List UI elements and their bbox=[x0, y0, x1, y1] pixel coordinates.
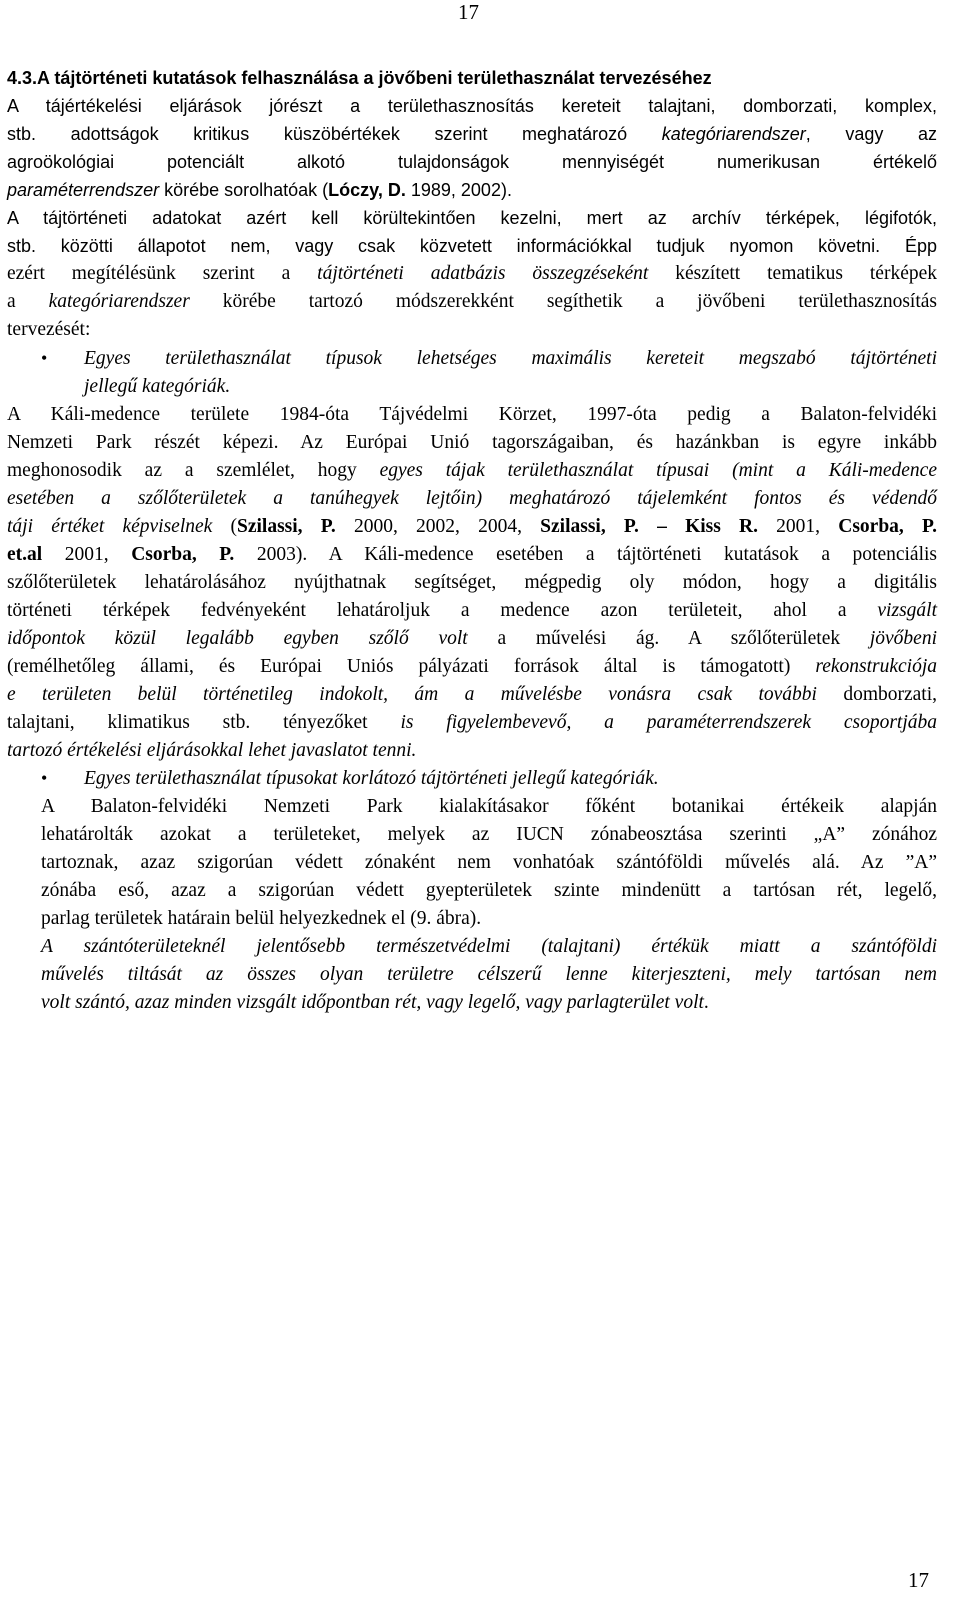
para3-line1: A Káli-medence területe 1984-óta Tájvédelmi Körzet, 1997-óta pedig a Balaton-felvidéki bbox=[7, 404, 937, 425]
para2-line4: a kategóriarendszer körébe tartozó módszerekként segíthetik a jövőbeni területhasznosítás bbox=[7, 291, 937, 312]
para1-line1: A tájértékelési eljárások jórészt a területhasznosítás kereteit talajtani, domborzati, komplex, bbox=[7, 96, 937, 116]
bullet1-line1: Egyes területhasználat típusok lehetséges maximális kereteit megszabó tájtörténeti bbox=[84, 348, 937, 369]
para3-line5: táji értéket képviselnek (Szilassi, P. 2000, 2002, 2004, Szilassi, P. – Kiss R. 2001, Csorba, P. bbox=[7, 516, 938, 537]
page-number-bottom: 17 bbox=[908, 1568, 929, 1592]
para4-line5: parlag területek határain belül helyezkednek el (9. ábra). bbox=[41, 908, 482, 929]
para1-line2: stb. adottságok kritikus küszöbértékek szerint meghatározó kategóriarendszer, vagy az bbox=[7, 124, 937, 144]
para5-line3: volt szántó, azaz minden vizsgált időpontban rét, vagy legelő, vagy parlagterület volt. bbox=[41, 992, 709, 1013]
bullet1-line2: jellegű kategóriák. bbox=[84, 376, 231, 397]
bullet2-line1: Egyes területhasználat típusokat korlátozó tájtörténeti jellegű kategóriák. bbox=[84, 768, 659, 789]
para5-line1: A szántóterületeknél jelentősebb természetvédelmi (talajtani) értékük miatt a szántóföldi bbox=[41, 936, 937, 957]
para1-line3: agroökológiai potenciált alkotó tulajdonságok mennyiségét numerikusan értékelő bbox=[7, 152, 937, 172]
page-number-top: 17 bbox=[458, 0, 479, 24]
para2-line3: ezért megítélésünk szerint a tájtörténeti adatbázis összegzéseként készített tematikus térképek bbox=[7, 263, 938, 284]
para4-line2: lehatárolták azokat a területeket, melyek az IUCN zónabeosztása szerinti „A” zónához bbox=[41, 824, 937, 845]
para4-line4: zónába eső, azaz a szigorúan védett gyepterületek szinte mindenütt a tartósan rét, legelő, bbox=[41, 880, 937, 901]
para5-line2: művelés tiltását az összes olyan területre célszerű lenne kiterjeszteni, mely tartósan nem bbox=[41, 964, 937, 985]
para1-line4: paraméterrendszer körébe sorolhatóak (Lóczy, D. 1989, 2002). bbox=[7, 180, 512, 200]
para3-line7: szőlőterületek lehatárolásához nyújthatnak segítséget, mégpedig oly módon, hogy a digitális bbox=[7, 572, 937, 593]
para4-line3: tartoznak, azaz szigorúan védett zónaként nem vonhatóak szántóföldi művelés alá. Az ”A” bbox=[41, 852, 937, 873]
para3-line8: történeti térképek fedvényeként lehatároljuk a medence azon területeit, ahol a vizsgált bbox=[7, 600, 937, 621]
para3-line9: időpontok közül legalább egyben szőlő volt a művelési ág. A szőlőterületek jövőbeni bbox=[7, 628, 937, 649]
para4-line1: A Balaton-felvidéki Nemzeti Park kialakításakor főként botanikai értékeik alapján bbox=[41, 796, 937, 817]
para3-line6: et.al 2001, Csorba, P. 2003). A Káli-medence esetében a tájtörténeti kutatások a potenciális bbox=[7, 544, 938, 565]
para2-line1: A tájtörténeti adatokat azért kell körültekintően kezelni, mert az archív térképek, légifotók, bbox=[7, 208, 937, 228]
para3-line2: Nemzeti Park részét képezi. Az Európai Unió tagországaiban, és hazánkban is egyre inkább bbox=[7, 432, 937, 453]
para3-line11: e területen belül történetileg indokolt, ám a művelésbe vonásra csak további domborzati, bbox=[7, 684, 938, 705]
bullet-2: • bbox=[41, 768, 48, 788]
para3-line4: esetében a szőlőterületek a tanúhegyek lejtőin) meghatározó tájelemként fontos és védendő bbox=[7, 488, 937, 509]
para3-line10: (remélhetőleg állami, és Európai Uniós pályázati források által is támogatott) rekonstrukciója bbox=[7, 656, 937, 677]
para3-line3: meghonosodik az a szemlélet, hogy egyes tájak területhasználat típusai (mint a Káli-medence bbox=[7, 460, 937, 481]
para2-line5: tervezését: bbox=[7, 319, 91, 340]
para3-line12: talajtani, klimatikus stb. tényezőket is figyelembevevő, a paraméterrendszerek csoportjába bbox=[7, 712, 937, 733]
para2-line2: stb. közötti állapotot nem, vagy csak közvetett információkkal tudjuk nyomon követni. Épp bbox=[7, 236, 937, 256]
para3-line13: tartozó értékelési eljárásokkal lehet javaslatot tenni. bbox=[7, 740, 417, 761]
bullet-1: • bbox=[41, 348, 48, 368]
section-heading: 4.3.A tájtörténeti kutatások felhasználása a jövőbeni területhasználat tervezéséhez bbox=[7, 68, 712, 88]
